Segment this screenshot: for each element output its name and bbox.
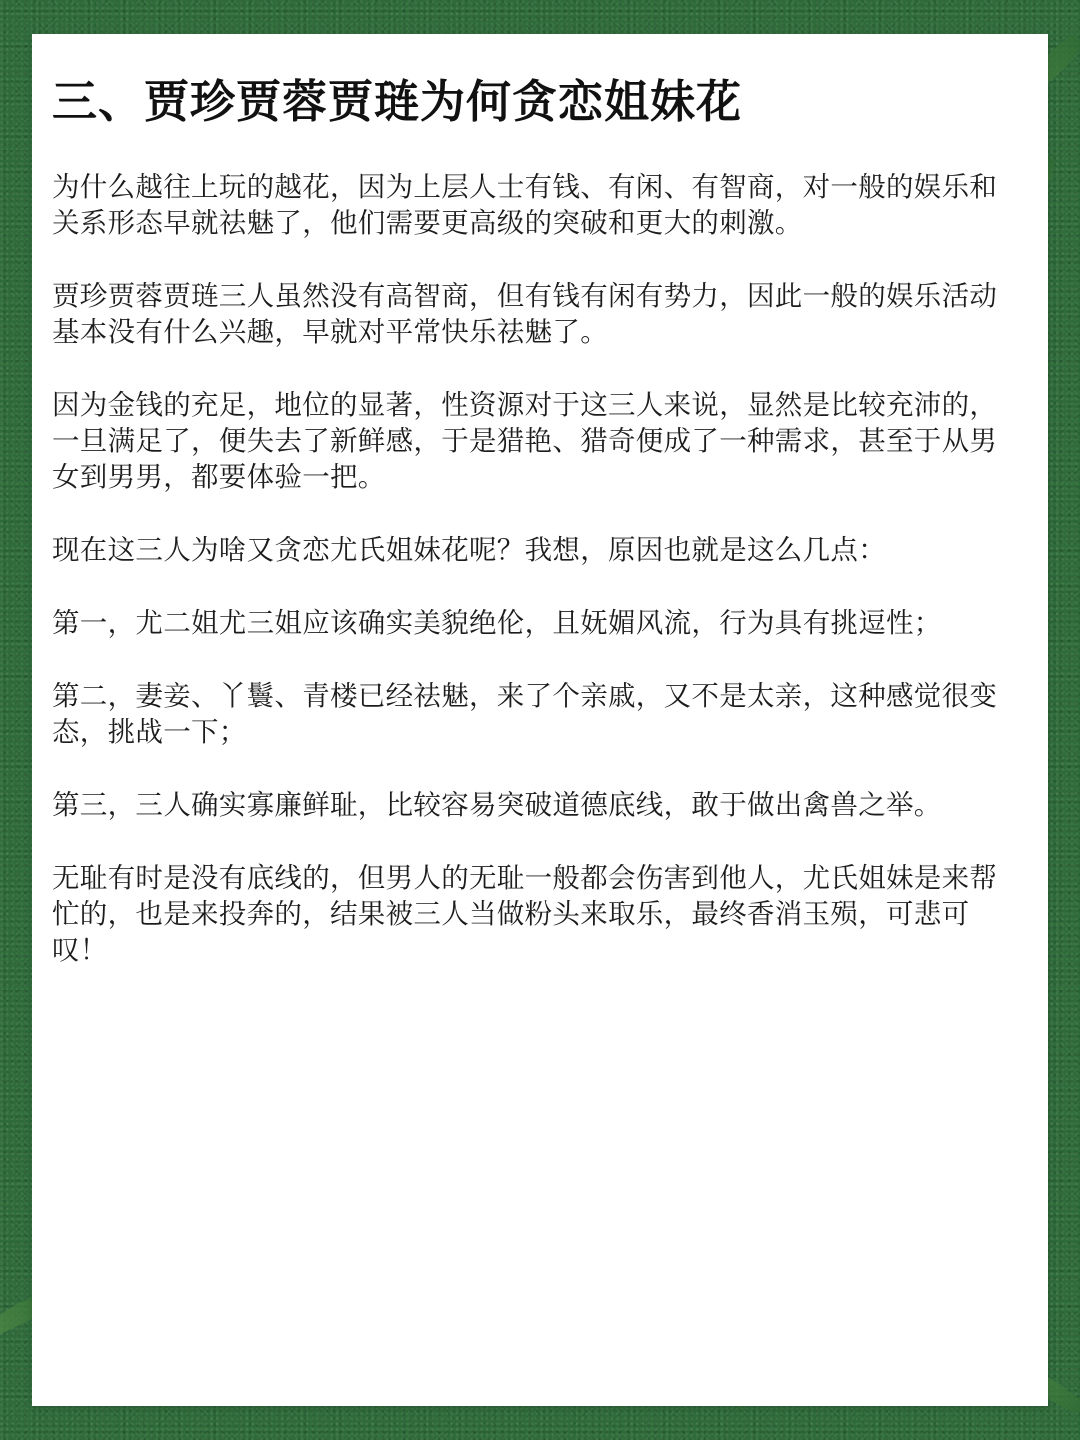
article-body: [52, 169, 1012, 1005]
article-title: 三、贾珍贾蓉贾琏为何贪恋姐妹花: [52, 75, 743, 128]
paragraph: 第一，尤二姐尤三姐应该确实美貌绝伦，且妩媚风流，行为具有挑逗性；: [52, 607, 942, 639]
paragraph: 贾珍贾蓉贾琏三人虽然没有高智商，但有钱有闲有势力，因此一般的娱乐活动基本没有什么兴趣，早就对平常快乐祛魅了。: [52, 280, 998, 348]
paragraph: 第三，三人确实寡廉鲜耻，比较容易突破道德底线，敢于做出禽兽之举。: [52, 789, 942, 821]
paragraph: 因为金钱的充足，地位的显著，性资源对于这三人来说，显然是比较充沛的，一旦满足了，便失去了新鲜感，于是猎艳、猎奇便成了一种需求，甚至于从男女到男男，都要体验一把。: [52, 389, 998, 493]
article-card: [32, 34, 1048, 1406]
paragraph: 现在这三人为啥又贪恋尤氏姐妹花呢？我想，原因也就是这么几点：: [52, 534, 886, 566]
paragraph: 为什么越往上玩的越花，因为上层人士有钱、有闲、有智商，对一般的娱乐和关系形态早就祛魅了，他们需要更高级的突破和更大的刺激。: [52, 171, 998, 239]
paragraph: 无耻有时是没有底线的，但男人的无耻一般都会伤害到他人，尤氏姐妹是来帮忙的，也是来投奔的，结果被三人当做粉头来取乐，最终香消玉殒，可悲可叹！: [52, 862, 998, 966]
paragraph: 第二，妻妾、丫鬟、青楼已经祛魅，来了个亲戚，又不是太亲，这种感觉很变态，挑战一下；: [52, 680, 998, 748]
